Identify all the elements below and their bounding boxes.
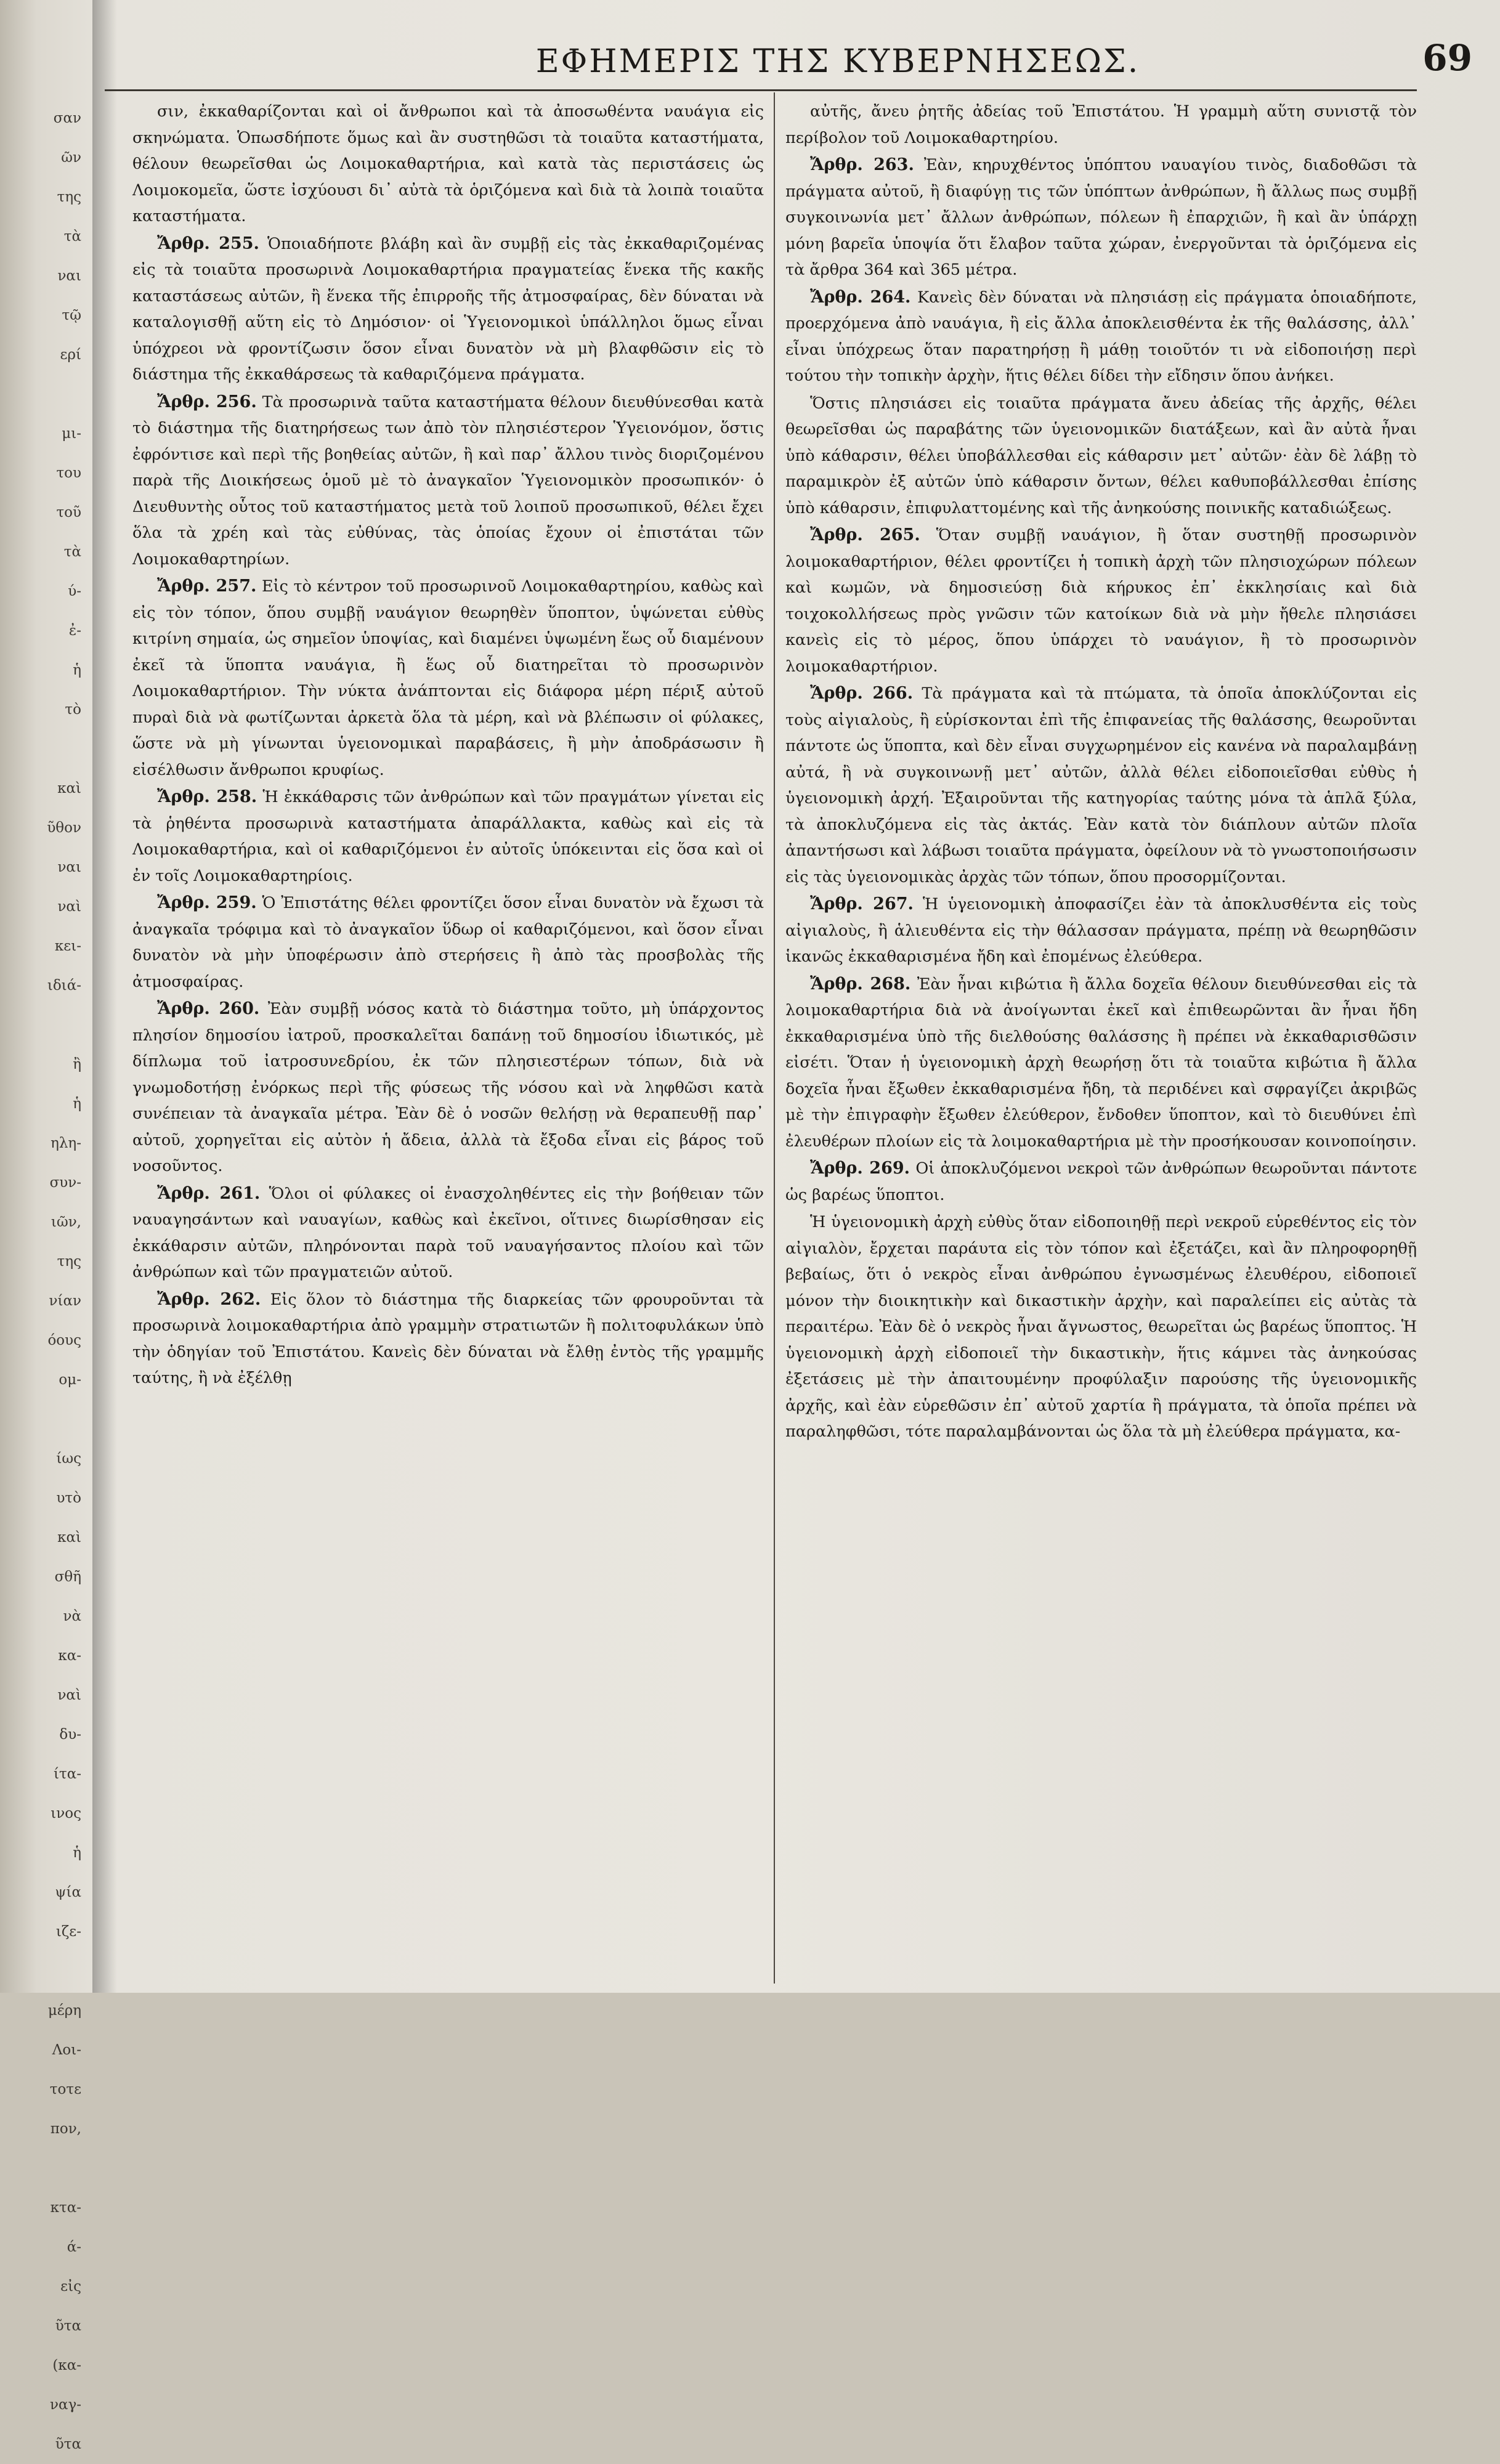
article-paragraph — [785, 1156, 1417, 1208]
article-paragraph — [132, 1287, 764, 1392]
margin-fragment: κα- — [58, 1648, 81, 1664]
article-paragraph — [132, 1181, 764, 1286]
article-number: Ἄρθρ. 263. — [810, 155, 914, 174]
margin-fragment: νὰ — [63, 1608, 81, 1624]
article-number: Ἄρθρ. 269. — [810, 1159, 910, 1178]
margin-fragment: της — [57, 1254, 81, 1270]
article-paragraph — [785, 391, 1417, 522]
article-number: Ἄρθρ. 256. — [157, 392, 257, 411]
margin-fragment: τοῦ — [56, 505, 81, 521]
margin-fragment: καὶ — [57, 1530, 81, 1546]
article-paragraph — [132, 389, 764, 573]
margin-fragment: ινος — [51, 1805, 81, 1822]
margin-fragment — [0, 1005, 86, 1045]
article-number: Ἄρθρ. 267. — [810, 894, 914, 914]
margin-fragment: συν- — [49, 1175, 81, 1191]
article-paragraph — [785, 971, 1417, 1155]
margin-fragment: ιζε- — [55, 1924, 81, 1940]
margin-fragment: Λοι- — [52, 2042, 81, 2058]
article-paragraph — [785, 99, 1417, 151]
margin-fragment: υτὸ — [56, 1490, 81, 1506]
margin-fragment: κτα- — [50, 2200, 81, 2216]
margin-fragment: τῷ — [62, 307, 81, 323]
margin-fragment: ίτα- — [53, 1766, 81, 1782]
text-column-left — [132, 99, 764, 1984]
margin-fragment: ομ- — [59, 1372, 81, 1388]
article-paragraph — [132, 996, 764, 1180]
article-number: Ἄρθρ. 268. — [810, 974, 911, 994]
margin-fragment: ηλη- — [51, 1135, 81, 1151]
article-number: Ἄρθρ. 258. — [157, 787, 257, 806]
margin-fragment: καὶ — [57, 780, 81, 796]
margin-fragment — [0, 729, 86, 769]
margin-fragment: ναὶ — [57, 1687, 81, 1703]
margin-fragment: τὸ — [65, 702, 81, 718]
article-number: Ἄρθρ. 264. — [810, 287, 911, 307]
article-text: Ὅστις πλησιάσει εἰς τοιαῦτα πράγματα ἄνευ ἀδείας τῆς ἀρχῆς, θέλει θεωρεῖσθαι ὡς παραβάτης τῶν ὑγειονομικῶν διατάξεων, καὶ ἂν αὐτὰ ἦναι ὑπὸ κάθαρσιν, θέλει ὑποβάλλεσθαι εἰς κάθαρσιν μετ᾽ αὐτῶν· ἐὰν δὲ λάβῃ τὸ παραμικρὸν ἐξ αὐτῶν ὑπὸ κάθαρσιν ὄντων, θέλει καθυποβάλλεσθαι ἐπίσης ὑπὸ κάθαρσιν, ἐπιφυλαττομένης καὶ τῆς ἀνηκούσης ποινικῆς καταδιώξεως. — [785, 394, 1417, 517]
margin-fragment: τὰ — [63, 544, 81, 560]
margin-fragment: ναγ- — [49, 2397, 81, 2413]
margin-fragment: ἡ — [73, 1096, 81, 1112]
margin-fragment: εἰς — [60, 2279, 81, 2295]
article-paragraph — [132, 784, 764, 889]
margin-fragment: σαν — [53, 110, 81, 126]
article-text: Εἰς ὅλον τὸ διάστημα τῆς διαρκείας τῶν φρουροῦνται τὰ προσωρινὰ λοιμοκαθαρτήρια ἀπὸ γραμμὴν στρατιωτῶν ἢ πολιτοφυλάκων ὑπὸ τὴν ὁδηγίαν τοῦ Ἐπιστάτου. Κανεὶς δὲν δύναται νὰ ἔλθῃ ἐντὸς τῆς γραμμῆς ταύτης, ἢ νὰ ἐξέλθῃ — [132, 1290, 764, 1387]
article-paragraph — [132, 573, 764, 783]
margin-fragment: του — [56, 465, 81, 481]
article-text: σιν, ἐκκαθαρίζονται καὶ οἱ ἄνθρωποι καὶ τὰ ἀποσωθέντα ναυάγια εἰς σκηνώματα. Ὁπωσδήποτε ὅμως καὶ ἂν συστηθῶσι τὰ τοιαῦτα καταστήματα, θέλουν θεωρεῖσθαι ὡς Λοιμοκαθαρτήρια, καὶ κατὰ τὰς περιστάσεις ὡς Λοιμοκομεῖα, ὥστε ἰσχύουσι δι᾽ αὐτὰ τὰ ὁριζόμενα καὶ διὰ τὰ λοιπὰ τοιαῦτα καταστήματα. — [132, 102, 764, 225]
margin-fragment: ιδιά- — [47, 978, 81, 994]
margin-fragment: ψία — [55, 1884, 81, 1900]
article-text: Κανεὶς δὲν δύναται νὰ πλησιάσῃ εἰς πράγματα ὁποιαδήποτε, προερχόμενα ἀπὸ ναυάγια, ἢ εἰς ἄλλα ἀποκλεισθέντα ἐκ τῆς θαλάσσης, ἀλλ᾽ εἶναι ὑπόχρεως ὅταν παρατηρήσῃ ἢ μάθῃ τοιοῦτόν τι νὰ εἰδοποιήσῃ περὶ τούτου τὴν τοπικὴν ἀρχὴν, ἥτις θέλει δίδει τὴν εἴδησιν ὅπου ἀνήκει. — [785, 288, 1417, 385]
page-title: ΕΦΗΜΕΡΙΣ ΤΗΣ ΚΥΒΕΡΝΗΣΕΩΣ. — [535, 43, 1140, 80]
article-paragraph — [785, 285, 1417, 389]
article-paragraph — [785, 522, 1417, 679]
margin-fragment — [0, 2149, 86, 2188]
article-text: Ἡ ἐκκάθαρσις τῶν ἀνθρώπων καὶ τῶν πραγμάτων γίνεται εἰς τὰ ῥηθέντα προσωρινὰ καταστήματα ἀπαράλλακτα, καθὼς καὶ εἰς τὰ Λοιμοκαθαρτήρια, καὶ οἱ καθαριζόμενοι ἐν αὐτοῖς ὑπόκεινται εἰς ὅσα καὶ οἱ ἐν τοῖς Λοιμοκαθαρτηρίοις. — [132, 788, 764, 885]
margin-fragment: ναι — [57, 859, 81, 875]
article-number: Ἄρθρ. 260. — [157, 999, 260, 1018]
margin-fragment: τοτε — [49, 2081, 81, 2097]
article-paragraph — [132, 890, 764, 995]
article-number: Ἄρθρ. 255. — [157, 233, 259, 253]
article-text: Ἡ ὑγειονομικὴ ἀποφασίζει ἐὰν τὰ ἀποκλυσθέντα εἰς τοὺς αἰγιαλοὺς, ἢ ἁλιευθέντα εἰς τὴν θάλασσαν πράγματα, πρέπῃ νὰ θεωρηθῶσιν ἱκανῶς ἐκκαθαρισμένα ἤδη καὶ ἐπομένως ἐλεύθερα. — [785, 895, 1417, 966]
article-paragraph — [785, 152, 1417, 283]
article-text: Ἐὰν ἦναι κιβώτια ἢ ἄλλα δοχεῖα θέλουν διευθύνεσθαι εἰς τὰ λοιμοκαθαρτήρια διὰ νὰ ἀνοίγωνται ἐκεῖ καὶ ἐπιθεωρῶνται ἂν ἦναι ἤδη ἐκκαθαρισμένα ὑπὸ τῆς διελθούσης θαλάσσης ἢ πρέπει νὰ ἐκκαθαρισθῶσιν εἰσέτι. Ὅταν ἡ ὑγειονομικὴ ἀρχὴ θεωρήσῃ ὅτι τὰ τοιαῦτα κιβώτια ἢ ἄλλα δοχεῖα ἦναι ἔξωθεν ἐκκαθαρισμένα ἤδη, τὰ περιδένει καὶ σφραγίζει ἀκριβῶς μὲ τὴν ἐπιγραφὴν ἔξωθεν ἐλεύθερον, ἔνδοθεν ὕποπτον, καὶ τὸ διευθύνει ἐπὶ ἐλευθέρων πλοίων εἰς τὰ λοιμοκαθαρτήρια μὲ τὴν προσήκουσαν κοινοποίησιν. — [785, 975, 1417, 1151]
header-rule — [105, 89, 1417, 91]
article-text: Ὁ Ἐπιστάτης θέλει φροντίζει ὅσον εἶναι δυνατὸν νὰ ἔχωσι τὰ ἀναγκαῖα τρόφιμα καὶ τὸ ἀναγκαῖον ὕδωρ οἱ καθαριζόμενοι, καὶ ὅσον εἶναι δυνατὸν νὰ μὴν ὑποφέρωσιν ἀπὸ στερήσεις ἢ ἀπὸ τὰς προσβολὰς τῆς ἀτμοσφαίρας. — [132, 894, 764, 991]
margin-fragment: ίως — [56, 1451, 81, 1467]
article-paragraph — [132, 99, 764, 230]
column-divider — [774, 92, 775, 1984]
margin-fragment: ῶν — [61, 150, 81, 166]
article-paragraph — [132, 231, 764, 388]
margin-fragment: πον, — [50, 2121, 81, 2137]
margin-fragment: όους — [47, 1332, 81, 1348]
margin-fragment: ερί — [60, 347, 81, 363]
article-number: Ἄρθρ. 257. — [157, 577, 257, 596]
article-text: Ὅλοι οἱ φύλακες οἱ ἐνασχοληθέντες εἰς τὴν βοήθειαν τῶν ναυαγησάντων καὶ ναυαγίων, καθὼς καὶ ἐκεῖνοι, οἵτινες διωρίσθησαν εἰς ἐκκάθαρσιν αὐτῶν, πληρόνονται παρὰ τοῦ ναυαγήσαντος πλοίου καὶ τῶν ἀνθρώπων καὶ τῶν πραγματειῶν αὐτοῦ. — [132, 1184, 764, 1281]
article-text: Ὅταν συμβῇ ναυάγιον, ἢ ὅταν συστηθῇ προσωρινὸν λοιμοκαθαρτήριον, θέλει φροντίζει ἡ τοπικὴ ἀρχὴ τῶν πλησιοχώρων πόλεων καὶ κωμῶν, νὰ δημοσιεύσῃ διὰ κήρυκος ἐπ᾽ ἐκκλησίαις καὶ διὰ τοιχοκολλήσεως πρὸς γνῶσιν τῶν κατοίκων διὰ νὰ μὴν ἤθελε πλησιάσει κανεὶς εἰς τὸ μέρος, ὅπου ὑπάρχει τὸ ναυάγιον, ἢ τὸ προσωρινὸν λοιμοκαθαρτήριον. — [785, 526, 1417, 676]
margin-fragment — [0, 375, 86, 414]
article-text: Εἰς τὸ κέντρον τοῦ προσωρινοῦ Λοιμοκαθαρτηρίου, καθὼς καὶ εἰς τὸν τόπον, ὅπου συμβῇ ναυάγιον θεωρηθὲν ὕποπτον, ὑψώνεται εὐθὺς κιτρίνη σημαία, ὡς σημεῖον ὑποψίας, καὶ διαμένει ὑψωμένη ἕως οὗ διαμένουν ἐκεῖ τὰ ὕποπτα ναυάγια, ἢ ἕως οὗ διατηρεῖται τὸ προσωρινὸν Λοιμοκαθαρτήριον. Τὴν νύκτα ἀνάπτονται εἰς διάφορα μέρη πέριξ αὐτοῦ πυραὶ διὰ νὰ φωτίζωνται ἀρκετὰ ὅλα τὰ μέρη, καὶ νὰ βλέπωσιν οἱ φύλακες, ὥστε νὰ μὴ γίνωνται ὑγειονομικαὶ παραβάσεις, ἢ μὴν ἀποδράσωσιν ἢ εἰσέλθωσιν ἄνθρωποι κρυφίως. — [132, 577, 764, 779]
margin-fragment: της — [57, 189, 81, 205]
margin-fragment: ναὶ — [57, 899, 81, 915]
margin-fragment: μι- — [62, 426, 81, 442]
article-text: αὐτῆς, ἄνευ ῥητῆς ἀδείας τοῦ Ἐπιστάτου. Ἡ γραμμὴ αὕτη συνιστᾷ τὸν περίβολον τοῦ Λοιμοκαθαρτηρίου. — [785, 102, 1417, 147]
article-paragraph — [785, 1209, 1417, 1445]
article-number: Ἄρθρ. 266. — [810, 684, 914, 703]
article-number: Ἄρθρ. 261. — [157, 1183, 261, 1203]
margin-fragment: μέρη — [47, 2003, 81, 2019]
margin-fragment: ιῶν, — [51, 1214, 81, 1230]
article-number: Ἄρθρ. 265. — [810, 525, 920, 545]
margin-fragment: ῦτα — [55, 2318, 81, 2334]
margin-fragment: ά- — [67, 2239, 81, 2255]
article-text: Οἱ ἀποκλυζόμενοι νεκροὶ τῶν ἀνθρώπων θεωροῦνται πάντοτε ὡς βαρέως ὕποπτοι. — [785, 1159, 1417, 1204]
margin-fragment: ναι — [57, 268, 81, 284]
margin-fragment: δυ- — [59, 1727, 81, 1743]
margin-fragment: ἐ- — [68, 623, 81, 639]
article-number: Ἄρθρ. 259. — [157, 893, 257, 912]
page-header — [105, 31, 1478, 86]
margin-fragment: ύ- — [68, 583, 81, 599]
margin-fragment: τὰ — [63, 229, 81, 245]
binding-gutter-shadow — [92, 0, 117, 1993]
margin-fragment: ῦθον — [47, 820, 81, 836]
article-text: Τὰ προσωρινὰ ταῦτα καταστήματα θέλουν διευθύνεσθαι κατὰ τὸ διάστημα τῆς διατηρήσεως των ἀπὸ τὸν πλησιέστερον Ὑγειονόμον, ὅστις ἐφρόντισε καὶ περὶ τῆς βοηθείας αὐτῶν, ἢ καὶ παρ᾽ ἄλλου τινὸς διοριζομένου παρὰ τῆς Διοικήσεως ὁμοῦ μὲ τὸ ἀναγκαῖον Ὑγειονομικὸν προσωπικόν· ὁ Διευθυντὴς οὗτος τοῦ καταστήματος μετὰ τοῦ λοιποῦ προσωπικοῦ, θέλει ἔχει ὅλα τὰ χρέη καὶ τὰς εὐθύνας, τὰς ὁποίας ἔχουν οἱ ἐπιστάται τῶν Λοιμοκαθαρτηρίων. — [132, 392, 764, 569]
margin-fragment: ἡ — [73, 662, 81, 678]
previous-page-margin-fragments — [0, 99, 86, 2452]
margin-fragment: ἡ — [73, 1845, 81, 1861]
margin-fragment — [0, 1400, 86, 1439]
article-text: Τὰ πράγματα καὶ τὰ πτώματα, τὰ ὁποῖα ἀποκλύζονται εἰς τοὺς αἰγιαλοὺς, ἢ εὑρίσκονται ἐπὶ τῆς ἐπιφανείας τῆς θαλάσσης, θεωροῦνται πάντοτε ὡς ὕποπτα, καὶ δὲν εἶναι συγχωρημένον εἰς κανένα νὰ παραλαμβάνῃ αὐτά, ἢ νὰ συγκοινωνῇ μετ᾽ αὐτῶν, ἀλλὰ θέλει εἰδοποιεῖσθαι εὐθὺς ἡ ὑγειονομικὴ ἀρχή. Ἐξαιροῦνται τῆς κατηγορίας ταύτης μόνα τὰ ἁπλᾶ ξύλα, τὰ ἀποκλυζόμενα εἰς τὰς ἀκτάς. Ἐὰν κατὰ τὸν διάπλουν αὐτῶν πλοῖα ἀπαντήσωσι καὶ λάβωσι τοιαῦτα πράγματα, ὀφείλουν νὰ τὸ γνωστοποιήσωσιν εἰς τὰς ὑγειονομικὰς ἀρχὰς τῶν τόπων, ὅπου προσορμίζονται. — [785, 684, 1417, 886]
article-text: Ἐὰν, κηρυχθέντος ὑπόπτου ναυαγίου τινὸς, διαδοθῶσι τὰ πράγματα αὐτοῦ, ἢ διαφύγῃ τις τῶν ὑπόπτων ἀνθρώπων, ἢ ἄλλως πως συμβῇ συγκοινωνία μετ᾽ ἄλλων ἀνθρώπων, πόλεων ἢ ἐπαρχιῶν, ἢ καὶ ἂν ὑπάρχῃ μόνη βαρεῖα ὑποψία ὅτι ἔλαβον ταῦτα χώραν, ἐνεργοῦνται τὰ ὁριζόμενα εἰς τὰ ἄρθρα 364 καὶ 365 μέτρα. — [785, 156, 1417, 279]
margin-fragment: σθῆ — [54, 1569, 81, 1585]
article-number: Ἄρθρ. 262. — [157, 1289, 261, 1309]
text-column-right — [785, 99, 1417, 1984]
margin-fragment — [0, 1951, 86, 1991]
margin-fragment: ῦτα — [55, 2436, 81, 2452]
article-text: Ἡ ὑγειονομικὴ ἀρχὴ εὐθὺς ὅταν εἰδοποιηθῇ περὶ νεκροῦ εὑρεθέντος εἰς τὸν αἰγιαλὸν, ἔρχεται παράυτα εἰς τὸν τόπον καὶ ἐξετάζει, καὶ ἂν πληροφορηθῇ βεβαίως, ὅτι ὁ νεκρὸς εἶναι ἀνθρώπου ἐγνωσμένως ἐλευθέρου, εἰδοποιεῖ μόνον τὴν διοικητικὴν καὶ δικαστικὴν ἀρχὴν, καὶ παραλείπει εἰς αὐτὰς τὰ περαιτέρω. Ἐὰν δὲ ὁ νεκρὸς ἦναι ἄγνωστος, θεωρεῖται ὡς βαρέως ὕποπτος. Ἡ ὑγειονομικὴ ἀρχὴ εἰδοποιεῖ τὴν δικαστικὴν, ἥτις κάμνει τὰς ἀνηκούσας ἐξετάσεις μὲ τὴν ἀπαιτουμένην προφύλαξιν παρούσης τῆς ὑγειονομικῆς ἀρχῆς, καὶ ἐὰν εὑρεθῶσιν ἐπ᾽ αὐτοῦ χαρτία ἢ πράγματα, τὰ ὁποῖα πρέπει νὰ παραληφθῶσι, τότε παραλαμβάνονται ὡς ὅλα τὰ μὴ ἐλεύθερα πράγματα, κα- — [785, 1213, 1417, 1441]
article-paragraph — [785, 891, 1417, 970]
margin-fragment: νίαν — [49, 1293, 81, 1309]
margin-fragment: κει- — [54, 938, 81, 954]
article-text: Ἐὰν συμβῇ νόσος κατὰ τὸ διάστημα τοῦτο, μὴ ὑπάρχοντος πλησίον δημοσίου ἰατροῦ, προσκαλεῖται δαπάνῃ τοῦ δημοσίου ἰδιωτικός, μὲ δίπλωμα τοῦ ἰατροσυνεδρίου, ἐκ τῶν πλησιεστέρων τόπων, διὰ νὰ γνωμοδοτήσῃ ἐνόρκως περὶ τῆς φύσεως τῆς νόσου καὶ νὰ ληφθῶσι κατὰ συνέπειαν τὰ ἀναγκαῖα μέτρα. Ἐὰν δὲ ὁ νοσῶν θελήσῃ νὰ θεραπευθῇ παρ᾽ αὐτοῦ, χορηγεῖται εἰς αὐτὸν ἡ ἄδεια, ἀλλὰ τὰ ἔξοδα εἶναι εἰς βάρος τοῦ νοσοῦντος. — [132, 1000, 764, 1175]
article-paragraph — [785, 681, 1417, 890]
article-text: Ὁποιαδήποτε βλάβη καὶ ἂν συμβῇ εἰς τὰς ἐκκαθαριζομένας εἰς τὰ τοιαῦτα προσωρινὰ Λοιμοκαθαρτήρια πραγματείας ἕνεκα τῆς κακῆς καταστάσεως αὐτῶν, ἢ ἕνεκα τῆς ἐπιρροῆς τῆς ἀτμοσφαίρας, δὲν δύναται νὰ καταλογισθῇ αὕτη εἰς τὸ Δημόσιον· οἱ Ὑγειονομικοὶ ὑπάλληλοι ὅμως εἶναι ὑπόχρεοι νὰ φροντίζωσιν ὅσον εἶναι δυνατὸν νὰ μὴ βλαφθῶσιν εἰς τὸ διάστημα τῆς ἐκκαθάρσεως τὰ καθαριζόμενα πράγματα. — [132, 234, 764, 384]
page-number: 69 — [1422, 37, 1472, 79]
margin-fragment: ἢ — [73, 1056, 81, 1072]
margin-fragment: (κα- — [52, 2357, 81, 2373]
